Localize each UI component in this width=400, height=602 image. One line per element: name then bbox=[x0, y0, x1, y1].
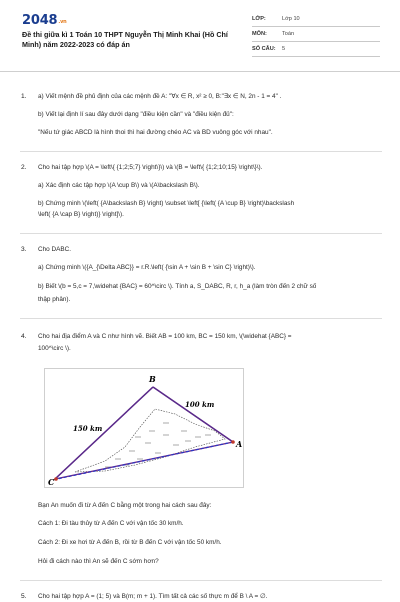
meta-key: SỐ CÂU: bbox=[252, 45, 276, 52]
question-number: 5. bbox=[21, 593, 27, 600]
label-bc-distance: 150 km bbox=[73, 424, 103, 433]
question-line: b) Biết \(b = 5,c = 7,\widehat {BAC} = 60^\circ \). Tính a, S_DABC, R, r, h_a (làm tròn đến 2 chữ số bbox=[38, 283, 317, 290]
question-line: Cho DABC. bbox=[38, 246, 72, 253]
question-divider bbox=[20, 318, 382, 319]
label-ab-distance: 100 km bbox=[185, 400, 215, 409]
point-a-marker bbox=[231, 440, 235, 444]
label-b: B bbox=[149, 374, 156, 384]
question-line: b) Chứng minh \(\left( {A\backslash B} \right) \subset \left[ {\left( {A \cup B} \right)\backslash bbox=[38, 200, 295, 207]
document-title: Đề thi giữa kì 1 Toán 10 THPT Nguyễn Thị Minh Khai (Hồ Chí Minh) năm 2022-2023 có đáp án bbox=[22, 30, 228, 50]
meta-value: Toán bbox=[282, 30, 295, 37]
question-line: Cho hai địa điểm A và C như hình vẽ. Biết AB = 100 km, BC = 150 km, \(\widehat {ABC} = bbox=[38, 333, 292, 340]
sea-region bbox=[75, 409, 225, 472]
question-line: a) Xác định các tập hợp \(A \cup B\) và \(A\backslash B\). bbox=[38, 182, 200, 189]
question-number: 2. bbox=[21, 164, 27, 171]
question-line: a) Viết mệnh đề phủ định của các mệnh đề A: "∀x ∈ R, x² ≥ 0, B:"∃x ∈ N, 2n - 1 = 4" . bbox=[38, 93, 282, 100]
question-line: Hỏi đi cách nào thì An sẽ đến C sớm hơn? bbox=[38, 558, 159, 565]
meta-row-subject bbox=[252, 27, 380, 42]
question-line: Bạn An muốn đi từ A đến C bằng một trong hai cách sau đây: bbox=[38, 502, 212, 509]
label-c: C bbox=[48, 477, 55, 487]
route-segment-bc bbox=[55, 387, 153, 479]
meta-key: LỚP: bbox=[252, 15, 266, 22]
question-divider bbox=[20, 151, 382, 152]
logo-main-text: 2048 bbox=[22, 13, 58, 28]
triangle-map-figure bbox=[44, 368, 244, 488]
meta-row-count bbox=[252, 42, 380, 57]
point-c-marker bbox=[54, 477, 58, 481]
meta-value: Lớp 10 bbox=[282, 15, 300, 22]
question-divider bbox=[20, 233, 382, 234]
triangle-diagram bbox=[45, 369, 245, 489]
question-line: 100^\circ \). bbox=[38, 345, 71, 352]
question-line: b) Viết lại định lí sau đây dưới dạng "điều kiện cần" và "điều kiện đủ": bbox=[38, 111, 234, 118]
label-a: A bbox=[236, 439, 243, 449]
meta-value: 5 bbox=[282, 45, 286, 52]
question-line: Cách 2: Đi xe hơi từ A đến B, rồi từ B đến C với vận tốc 50 km/h. bbox=[38, 539, 222, 546]
question-line: Cho hai tập hợp A = (1; 5) và B(m; m + 1). Tìm tất cả các số thực m để B \ A = ∅. bbox=[38, 593, 268, 600]
question-line: Cho hai tập hợp \(A = \left\{ {1;2;5;7} \right\}\) và \(B = \left\{ {1;2;10;15} \right\}\). bbox=[38, 164, 263, 171]
document-header bbox=[0, 0, 400, 72]
question-line: a) Chứng minh \({A_{\Delta ABC}} = r.R.\left( {\sin A + \sin B + \sin C} \right)\). bbox=[38, 264, 256, 271]
logo-sub-text: .vn bbox=[58, 19, 67, 25]
question-line: Cách 1: Đi tàu thủy từ A đến C với vận tốc 30 km/h. bbox=[38, 520, 184, 527]
meta-row-class bbox=[252, 12, 380, 27]
route-segment-ba bbox=[153, 387, 233, 442]
question-line: "Nếu tứ giác ABCD là hình thoi thì hai đường chéo AC và BD vuông góc với nhau". bbox=[38, 129, 273, 136]
site-logo[interactable] bbox=[22, 12, 67, 31]
question-number: 3. bbox=[21, 246, 27, 253]
question-divider bbox=[20, 580, 382, 581]
meta-table bbox=[252, 12, 380, 57]
meta-key: MÔN: bbox=[252, 30, 267, 37]
question-line: thập phân). bbox=[38, 296, 71, 303]
question-number: 1. bbox=[21, 93, 27, 100]
question-number: 4. bbox=[21, 333, 27, 340]
question-line: \left( {A \cap B} \right)} \right]\). bbox=[38, 211, 124, 218]
